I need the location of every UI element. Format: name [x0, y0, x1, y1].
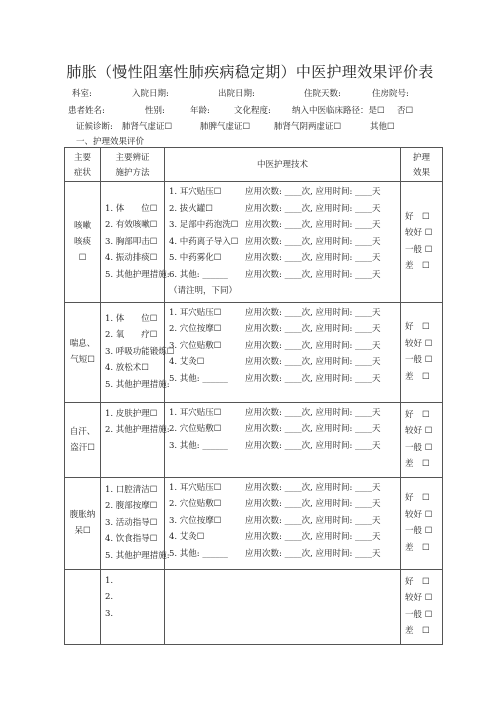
tech-usage-field[interactable]: 应用次数: ____次, 应用时间: ____天	[245, 324, 381, 334]
effect-option[interactable]: 一般 ☐	[405, 355, 433, 365]
symptom-cell[interactable]: 自汗、盗汗☐	[65, 402, 101, 477]
method-item[interactable]: 3. 活动指导☐	[105, 517, 158, 528]
tech-item[interactable]: 5. 其他: ______	[169, 548, 228, 559]
section-title: 一、护理效果评价	[76, 137, 145, 147]
table-row	[65, 477, 443, 569]
tech-item[interactable]: 4. 艾灸☐	[169, 532, 205, 542]
tech-usage-field[interactable]: 应用次数: ____次, 应用时间: ____天	[245, 340, 381, 351]
method-item[interactable]: 2. 其他护理措施:	[105, 425, 170, 435]
header-effect: 护理效果	[401, 148, 443, 182]
method-item[interactable]: 2. 有效咳嗽☐	[105, 220, 158, 230]
tech-cell	[165, 402, 401, 477]
tech-usage-field[interactable]: 应用次数: ____次, 应用时间: ____天	[245, 307, 381, 318]
tech-item[interactable]: 2. 穴位贴敷☐	[169, 499, 222, 509]
tech-usage-field[interactable]: 应用次数: ____次, 应用时间: ____天	[245, 236, 381, 247]
method-item[interactable]: 1. 体 位☐	[105, 203, 158, 214]
effect-option[interactable]: 一般 ☐	[405, 442, 433, 453]
effect-cell	[401, 182, 443, 303]
admission-date-label: 入院日期:	[132, 89, 169, 99]
effect-cell	[401, 402, 443, 477]
tech-usage-field[interactable]: 应用次数: ____次, 应用时间: ____天	[245, 269, 381, 280]
tech-usage-field[interactable]: 应用次数: ____次, 应用时间: ____天	[245, 373, 381, 384]
method-item[interactable]: 4. 饮食指导☐	[105, 534, 158, 545]
gender-label: 性别:	[145, 106, 165, 116]
symptom-cell[interactable]	[65, 569, 101, 644]
diagnosis-other-checkbox[interactable]: 其他☐	[370, 122, 395, 132]
tech-cell	[165, 302, 401, 402]
diagnosis-qi-yin-checkbox[interactable]: 肺肾气阴两虚证☐	[274, 122, 342, 132]
diagnosis-lung-spleen-qi-checkbox[interactable]: 肺脾气虚证☐	[200, 122, 251, 132]
method-item[interactable]: 5. 其他护理措施:	[105, 550, 170, 561]
tech-item[interactable]: 1. 耳穴贴压☐	[169, 407, 222, 418]
symptom-cell[interactable]: 咳嗽咳痰☐	[65, 182, 101, 303]
header-symptom: 主要症状	[65, 148, 101, 182]
evaluation-table	[64, 147, 443, 645]
tech-usage-field[interactable]: 应用次数: ____次, 应用时间: ____天	[245, 253, 381, 263]
table-row	[65, 569, 443, 644]
stay-days-label: 住院天数:	[304, 89, 341, 99]
tech-note: （请注明，下同）	[169, 286, 238, 296]
effect-option[interactable]: 较好 ☐	[405, 593, 433, 603]
symptom-cell[interactable]: 喘息、气短☐	[65, 302, 101, 402]
patient-name-label: 患者姓名:	[68, 106, 105, 116]
effect-cell	[401, 302, 443, 402]
tech-item[interactable]: 1. 耳穴贴压☐	[169, 307, 222, 318]
method-item[interactable]: 1. 口腔清洁☐	[105, 484, 158, 495]
method-item[interactable]: 1. 皮肤护理☐	[105, 408, 158, 419]
effect-option[interactable]: 较好 ☐	[405, 228, 433, 239]
effect-option[interactable]: 差 ☐	[405, 371, 430, 382]
method-item[interactable]: 2. 腹部按摩☐	[105, 501, 158, 512]
method-item[interactable]: 2.	[105, 592, 114, 602]
tech-item[interactable]: 5. 其他: ______	[169, 373, 228, 384]
education-label: 文化程度:	[234, 106, 271, 116]
effect-option[interactable]: 差 ☐	[405, 626, 430, 636]
tech-cell[interactable]	[165, 569, 401, 644]
tech-usage-field[interactable]: 应用次数: ____次, 应用时间: ____天	[245, 499, 381, 509]
method-item[interactable]: 5. 其他护理措施:	[105, 379, 170, 390]
effect-cell	[401, 477, 443, 569]
effect-cell	[401, 569, 443, 644]
tech-usage-field[interactable]: 应用次数: ____次, 应用时间: ____天	[245, 357, 381, 367]
effect-option[interactable]: 一般 ☐	[405, 609, 433, 620]
effect-option[interactable]: 一般 ☐	[405, 526, 433, 536]
diagnosis-lung-kidney-qi-checkbox[interactable]: 肺肾气虚证☐	[122, 122, 173, 132]
effect-option[interactable]: 好 ☐	[405, 576, 430, 587]
tech-usage-field[interactable]: 应用次数: ____次, 应用时间: ____天	[245, 548, 381, 559]
effect-option[interactable]: 一般 ☐	[405, 244, 433, 255]
table-row	[65, 402, 443, 477]
method-item[interactable]: 4. 振动排痰☐	[105, 253, 158, 263]
tech-item[interactable]: 2. 穴位按摩☐	[169, 324, 222, 334]
tech-item[interactable]: 5. 中药雾化☐	[169, 253, 222, 263]
method-item[interactable]: 5. 其他护理措施:	[105, 269, 170, 280]
table-row	[65, 182, 443, 303]
tech-usage-field[interactable]: 应用次数: ____次, 应用时间: ____天	[245, 220, 381, 230]
header-method: 主要辨证施护方法	[101, 148, 165, 182]
tech-item[interactable]: 2. 穴位贴敷☐	[169, 424, 222, 434]
effect-option[interactable]: 好 ☐	[405, 322, 430, 332]
method-item[interactable]: 1.	[105, 575, 114, 586]
pathway-no-checkbox[interactable]: 否☐	[397, 106, 414, 116]
tech-item[interactable]: 2. 拔火罐☐	[169, 203, 213, 214]
effect-option[interactable]: 较好 ☐	[405, 338, 433, 349]
method-cell	[101, 402, 170, 477]
effect-option[interactable]: 差 ☐	[405, 542, 430, 553]
tech-usage-field[interactable]: 应用次数: ____次, 应用时间: ____天	[245, 203, 381, 214]
tech-item[interactable]: 6. 其他: ______	[169, 269, 228, 280]
symptom-cell[interactable]: 腹胀纳呆☐	[65, 477, 101, 569]
tech-usage-field[interactable]: 应用次数: ____次, 应用时间: ____天	[245, 515, 381, 526]
method-item[interactable]: 3. 呼吸功能锻炼☐	[105, 346, 175, 357]
method-cell	[101, 182, 170, 303]
tech-usage-field[interactable]: 应用次数: ____次, 应用时间: ____天	[245, 187, 381, 197]
effect-option[interactable]: 较好 ☐	[405, 426, 433, 436]
tech-item[interactable]: 3. 穴位按摩☐	[169, 515, 222, 526]
tech-item[interactable]: 4. 艾灸☐	[169, 357, 205, 367]
record-number-label: 住房院号:	[372, 89, 409, 99]
tech-usage-field[interactable]: 应用次数: ____次, 应用时间: ____天	[245, 407, 381, 418]
tech-usage-field[interactable]: 应用次数: ____次, 应用时间: ____天	[245, 424, 381, 434]
header-tech: 中医护理技术	[165, 148, 401, 182]
effect-option[interactable]: 好 ☐	[405, 493, 430, 503]
method-item[interactable]: 3. 胸部叩击☐	[105, 236, 158, 247]
table-row	[65, 302, 443, 402]
method-cell	[101, 302, 175, 402]
tech-item[interactable]: 3. 穴位贴敷☐	[169, 340, 222, 351]
pathway-yes-checkbox[interactable]: 纳入中医临床路径：是☐	[292, 106, 385, 116]
effect-option[interactable]: 差 ☐	[405, 459, 430, 469]
tech-usage-field[interactable]: 应用次数: ____次, 应用时间: ____天	[245, 440, 381, 451]
tech-cell	[165, 477, 401, 569]
tech-item[interactable]: 3. 其他: ______	[169, 440, 228, 451]
tech-usage-field[interactable]: 应用次数: ____次, 应用时间: ____天	[245, 532, 381, 542]
effect-option[interactable]: 较好 ☐	[405, 509, 433, 520]
tech-item[interactable]: 1. 耳穴贴压☐	[169, 482, 222, 493]
method-cell	[101, 569, 165, 644]
tech-cell	[165, 182, 401, 303]
method-item[interactable]: 4. 放松术☐	[105, 363, 149, 374]
method-item[interactable]: 2. 氧 疗☐	[105, 330, 158, 341]
method-item[interactable]: 1. 体 位☐	[105, 313, 158, 324]
tech-item[interactable]: 3. 足部中药泡洗☐	[169, 220, 239, 230]
effect-option[interactable]: 好 ☐	[405, 211, 430, 222]
tech-item[interactable]: 4. 中药离子导入☐	[169, 236, 239, 247]
effect-option[interactable]: 差 ☐	[405, 261, 430, 272]
tech-usage-field[interactable]: 应用次数: ____次, 应用时间: ____天	[245, 482, 381, 493]
tech-item[interactable]: 1. 耳穴贴压☐	[169, 187, 222, 197]
method-item[interactable]: 3.	[105, 608, 114, 619]
age-label: 年龄:	[190, 106, 210, 116]
dept-label: 科室:	[72, 89, 92, 99]
discharge-date-label: 出院日期:	[218, 89, 255, 99]
diagnosis-label: 证候诊断:	[76, 122, 113, 132]
table-header-row	[65, 148, 443, 182]
page-title: 肺胀（慢性阻塞性肺疾病稳定期）中医护理效果评价表	[66, 63, 434, 81]
method-cell	[101, 477, 170, 569]
effect-option[interactable]: 好 ☐	[405, 409, 430, 420]
